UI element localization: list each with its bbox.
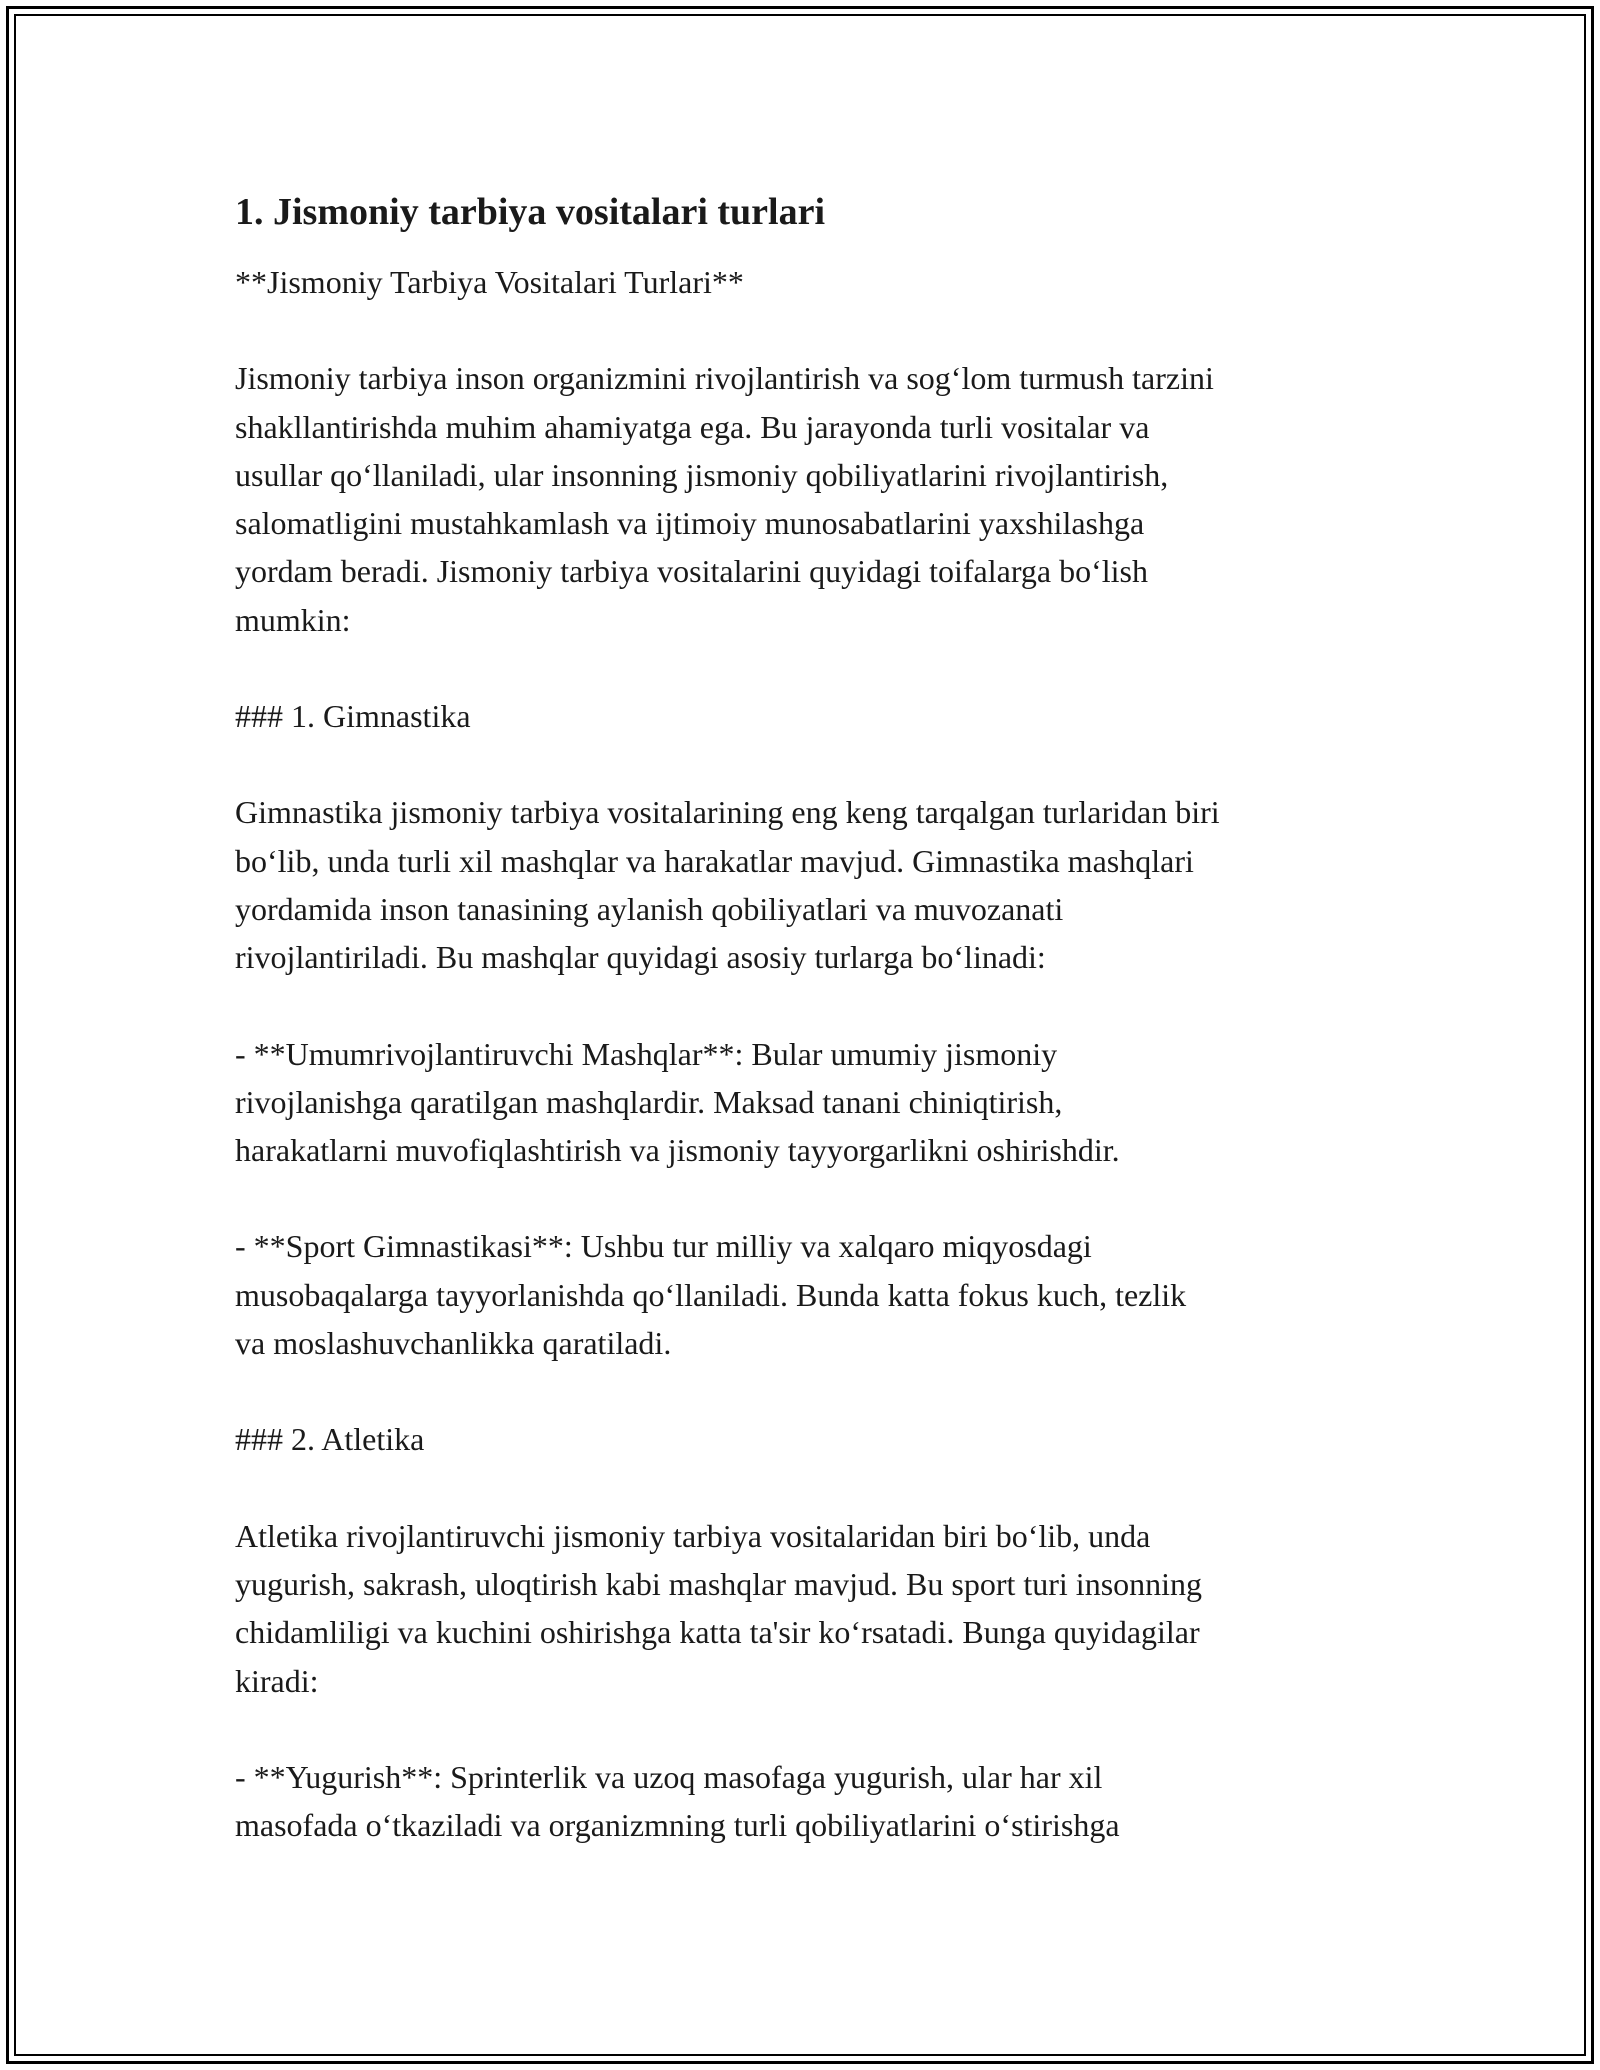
gimnastika-paragraph: Gimnastika jismoniy tarbiya vositalarining eng keng tarqalgan turlaridan biri bo‘lib, unda turli xil mashqlar va harakatlar mavjud. Gimnastika mashqlari yordamida inson tanasining aylanish qobiliyatlari va muvozanati rivojlantiriladi. Bu mashqlar quyidagi asosiy turlarga bo‘linadi: [235,794,1220,976]
list-item-umumrivojlantiruvchi: - **Umumrivojlantiruvchi Mashqlar**: Bular umumiy jismoniy rivojlanishga qaratilgan mashqlardir. Maksad tanani chiniqtirish, harakatlarni muvofiqlashtirish va jismoniy tayyorgarlikni oshirishdir. [235,1035,1120,1169]
intro-paragraph: Jismoniy tarbiya inson organizmini rivojlantirish va sog‘lom turmush tarzini shakllantirishda muhim ahamiyatga ega. Bu jarayonda turli vositalar va usullar qo‘llaniladi, ular insonning jismoniy qobiliyatlarini rivojlantirish, salomatligini mustahkamlash va ijtimoiy munosabatlarini yaxshilashga yordam beradi. Jismoniy tarbiya vositalarini quyidagi toifalarga bo‘lish mumkin: [235,360,1214,638]
section-heading-gimnastika: ### 1. Gimnastika [235,698,471,735]
list-item-yugurish: - **Yugurish**: Sprinterlik va uzoq masofaga yugurish, ular har xil masofada o‘tkaziladi va organizmning turli qobiliyatlarini o‘stirishga [235,1758,1120,1844]
atletika-paragraph: Atletika rivojlantiruvchi jismoniy tarbiya vositalaridan biri bo‘lib, unda yugurish, sakrash, uloqtirish kabi mashqlar mavjud. Bu sport turi insonning chidamliligi va kuchini oshirishga katta ta'sir ko‘rsatadi. Bunga quyidagilar kiradi: [235,1517,1203,1699]
document-title: 1. Jismoniy tarbiya vositalari turlari [235,191,826,233]
document-body [235,186,1375,1897]
list-item-sport-gimnastikasi: - **Sport Gimnastikasi**: Ushbu tur milliy va xalqaro miqyosdagi musobaqalarga tayyorlanishda qo‘llaniladi. Bunda katta fokus kuch, tezlik va moslashuvchanlikka qaratiladi. [235,1228,1187,1362]
section-heading-atletika: ### 2. Atletika [235,1421,425,1458]
subtitle-paragraph: **Jismoniy Tarbiya Vositalari Turlari** [235,264,744,300]
